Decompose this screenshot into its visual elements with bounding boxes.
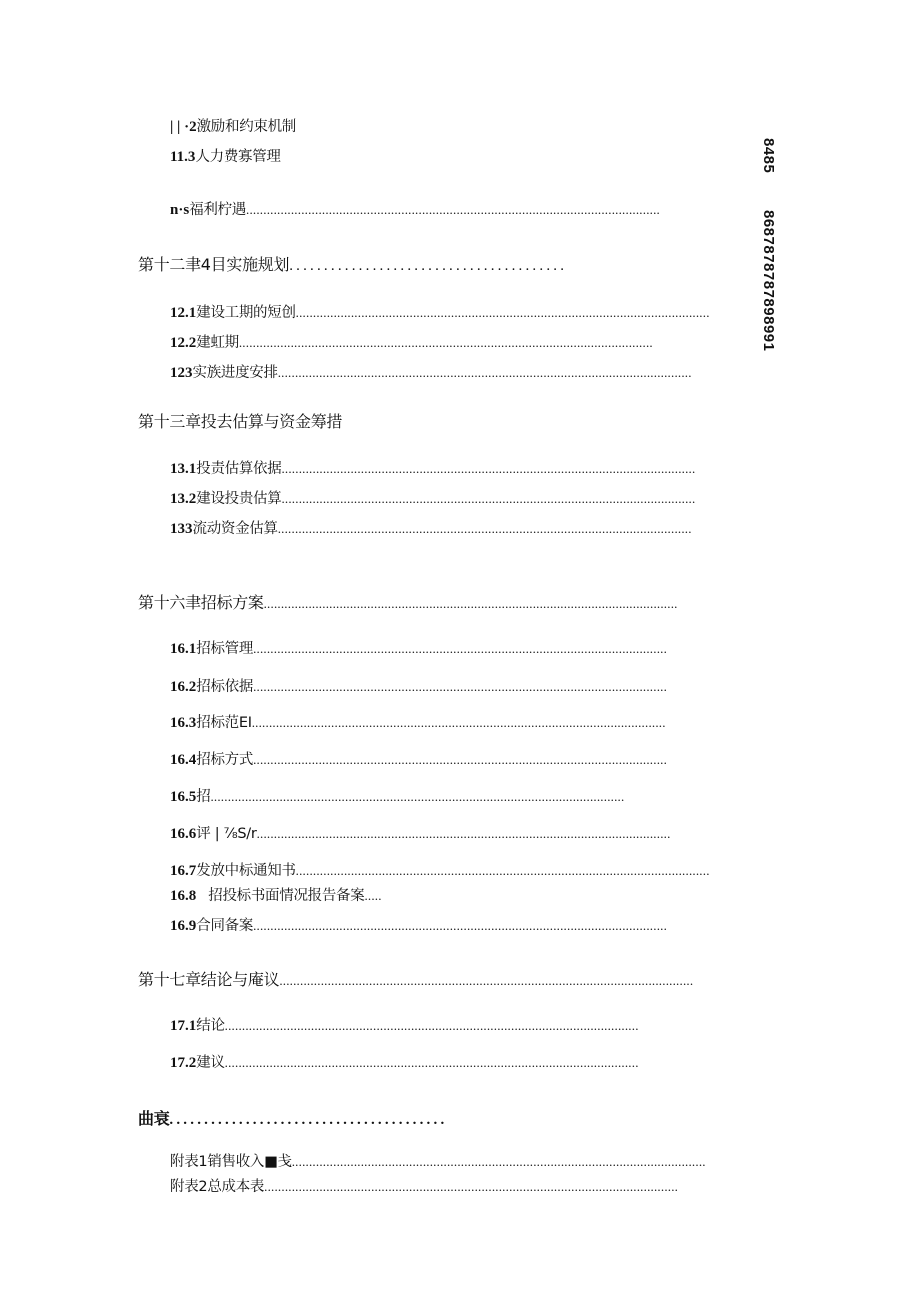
section-title: 第十二聿4目实施规划 <box>138 255 290 274</box>
section-title: 招 <box>196 789 211 805</box>
toc-section-entry[interactable] <box>170 459 696 479</box>
section-title: 流动资金估算 <box>192 521 278 537</box>
dot-leader: ........................................................................................................................ <box>210 789 625 804</box>
page-number-column: 8687878787898991 <box>760 210 777 352</box>
section-number: 16.4 <box>170 752 197 768</box>
section-title: 结论 <box>196 1018 225 1034</box>
section-title: 人力费寡管理 <box>195 149 281 165</box>
toc-section-entry[interactable] <box>170 147 281 167</box>
dot-leader: ........................................................................................................................ <box>256 826 671 841</box>
toc-section-entry[interactable] <box>170 861 710 881</box>
toc-section-entry[interactable] <box>170 1016 639 1036</box>
section-title: 发放中标通知书 <box>196 863 296 879</box>
section-number: 17.2 <box>170 1055 197 1071</box>
section-title: 投责估算依据 <box>196 461 282 477</box>
section-number: 13.2 <box>170 491 197 507</box>
dot-leader: ........................................................................................................................ <box>246 202 660 217</box>
toc-chapter-entry[interactable] <box>138 970 694 990</box>
toc-section-entry[interactable] <box>170 1152 706 1172</box>
dot-leader: ........................................................................................................................ <box>253 918 668 933</box>
section-number: 133 <box>170 521 193 537</box>
dot-leader: ........................................................................................................................ <box>295 863 710 878</box>
dot-leader: ........................................................................................................................ <box>253 679 668 694</box>
section-number: 16.8 <box>170 888 197 904</box>
section-number: 11.3 <box>170 149 196 165</box>
section-title: 附表2总成本表 <box>170 1179 265 1195</box>
section-title: 第十三章投去估算与资金筹措 <box>138 412 343 431</box>
toc-section-entry[interactable] <box>170 886 400 906</box>
toc-section-entry[interactable] <box>170 333 653 353</box>
toc-section-entry[interactable] <box>170 363 692 383</box>
dot-leader: ..... <box>364 888 382 903</box>
dot-leader: ........................................................................................................................ <box>224 1055 639 1070</box>
section-title: 评 | ⅞S/r <box>196 826 257 842</box>
section-number: 16.5 <box>170 789 197 805</box>
section-title: 建议 <box>196 1055 225 1071</box>
section-number: 12.2 <box>170 335 197 351</box>
section-title: 建设投贵估算 <box>196 491 282 507</box>
toc-section-entry[interactable] <box>170 1053 639 1073</box>
toc-section-entry[interactable] <box>170 117 296 137</box>
toc-section-entry[interactable] <box>170 639 668 659</box>
section-number: 16.2 <box>170 679 197 695</box>
dot-leader: ........................................................................................................................ <box>224 1018 639 1033</box>
page-number-column-top: 8485 <box>760 138 777 174</box>
section-title: 招标依据 <box>196 679 254 695</box>
section-title: 附表1销售收入■戋 <box>170 1154 292 1170</box>
section-number: 123 <box>170 365 193 381</box>
dot-leader: ........................................ <box>169 1112 448 1128</box>
toc-section-entry[interactable] <box>170 677 668 697</box>
dot-leader: ........................................................................................................................ <box>281 491 696 506</box>
dot-leader: ........................................................................................................................ <box>238 335 653 350</box>
section-number: 17.1 <box>170 1018 197 1034</box>
section-title: 曲衰 <box>138 1109 170 1128</box>
dot-leader: ........................................................................................................................ <box>277 365 692 380</box>
dot-leader: ........................................................................................................................ <box>263 596 678 611</box>
section-number: 16.6 <box>170 826 197 842</box>
section-title: 招标方式 <box>196 752 254 768</box>
section-title: 招标管理 <box>196 641 254 657</box>
dot-leader: ........................................................................................................................ <box>253 752 668 767</box>
toc-section-entry[interactable] <box>170 787 625 807</box>
toc-section-entry[interactable] <box>170 713 666 733</box>
section-title: 招标范EI <box>196 715 252 731</box>
section-number: 16.7 <box>170 863 197 879</box>
toc-chapter-entry[interactable] <box>138 412 342 432</box>
section-number: n·s <box>170 202 190 218</box>
dot-leader: ........................................................................................................................ <box>264 1179 679 1194</box>
section-title: 实族进度安排 <box>192 365 278 381</box>
toc-chapter-entry[interactable] <box>138 1109 448 1129</box>
section-title: 第十七章结论与庵议 <box>138 970 280 989</box>
section-title: 招投标书面情况报告备案 <box>208 888 365 904</box>
dot-leader: ........................................................................................................................ <box>277 521 692 536</box>
toc-chapter-entry[interactable] <box>138 255 568 275</box>
section-title: 合同备案 <box>196 918 254 934</box>
dot-leader: ........................................ <box>289 258 568 274</box>
section-title: 福利柠遇 <box>189 202 246 218</box>
section-number: 12.1 <box>170 305 197 321</box>
toc-section-entry[interactable] <box>170 824 671 844</box>
toc-section-entry[interactable] <box>170 750 668 770</box>
section-number: 16.3 <box>170 715 197 731</box>
section-title: 建虹期 <box>196 335 239 351</box>
toc-section-entry[interactable] <box>170 1177 679 1197</box>
toc-section-entry[interactable] <box>170 916 668 936</box>
section-title: 激励和约束机制 <box>196 119 297 135</box>
section-number: 13.1 <box>170 461 197 477</box>
toc-section-entry[interactable] <box>170 303 710 323</box>
toc-section-entry[interactable] <box>170 519 692 539</box>
dot-leader: ........................................................................................................................ <box>253 641 668 656</box>
section-title: 第十六聿招标方案 <box>138 593 264 612</box>
section-number: 16.9 <box>170 918 197 934</box>
dot-leader: ........................................................................................................................ <box>251 715 666 730</box>
section-title: 建设工期的短创 <box>196 305 296 321</box>
dot-leader: ........................................................................................................................ <box>291 1154 706 1169</box>
toc-section-entry[interactable] <box>170 489 696 509</box>
section-number: 16.1 <box>170 641 197 657</box>
dot-leader: ........................................................................................................................ <box>281 461 696 476</box>
toc-chapter-entry[interactable] <box>138 593 678 613</box>
toc-section-entry[interactable] <box>170 200 660 220</box>
dot-leader: ........................................................................................................................ <box>295 305 710 320</box>
dot-leader: ........................................................................................................................ <box>279 973 694 988</box>
section-number: | | ·2 <box>170 119 197 135</box>
